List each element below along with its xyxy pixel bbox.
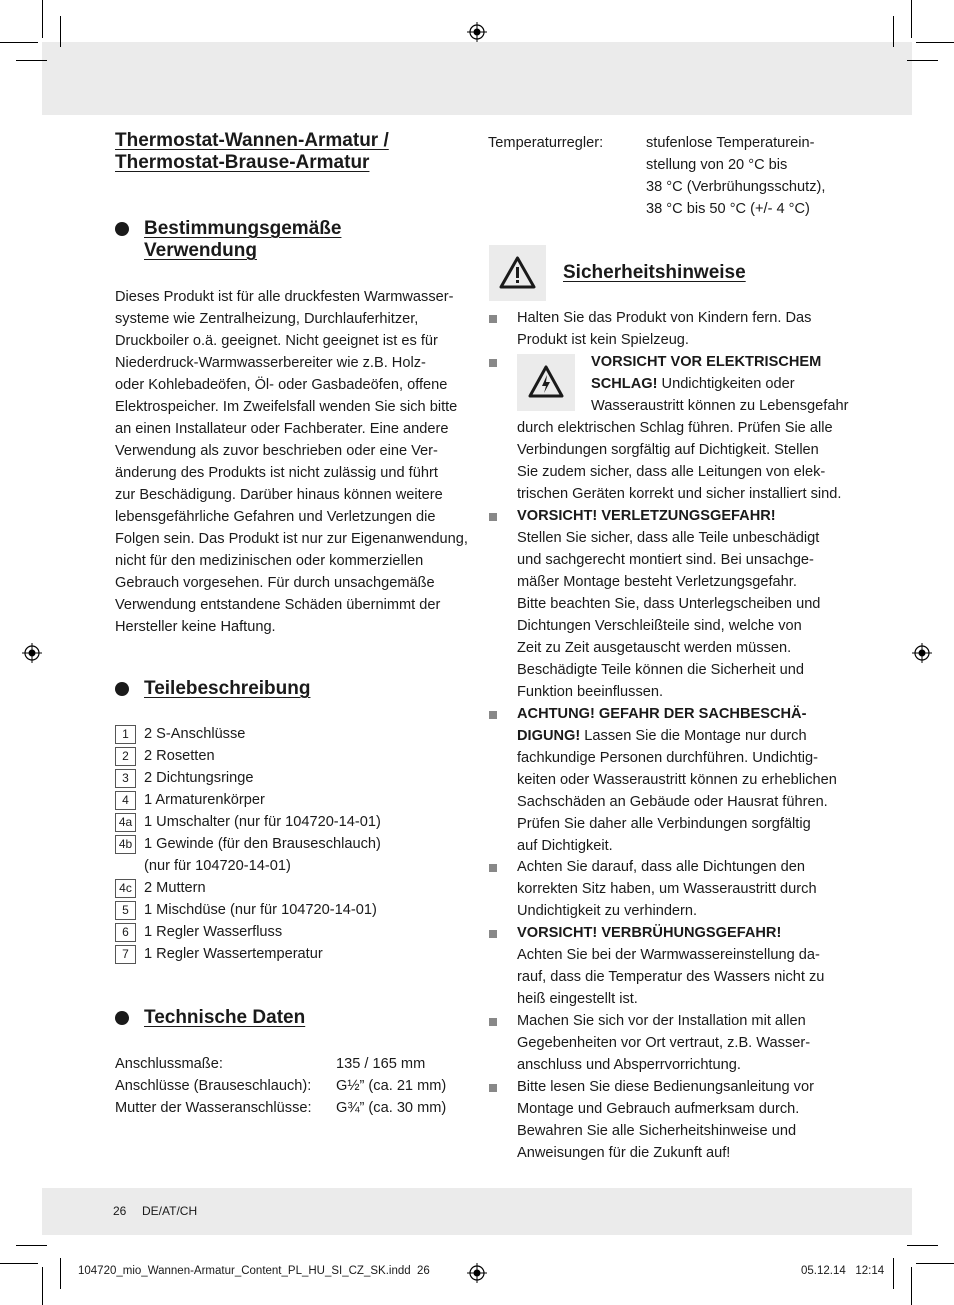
text-line: Zeit zu Zeit ausgetauscht werden müssen.: [517, 640, 792, 656]
tech-value: G¾” (ca. 30 mm): [336, 1100, 447, 1116]
warning-title: DIGUNG!: [517, 728, 581, 744]
part-number-box: 2: [115, 747, 136, 766]
crop-mark: [42, 0, 43, 38]
text-line: Dieses Produkt ist für alle druckfesten Warmwasser-: [115, 289, 454, 305]
bullet-square-icon: [489, 711, 497, 719]
text-line: Produkt ist kein Spielzeug.: [517, 332, 689, 348]
text-line: mäßer Montage besteht Verletzungsgefahr.: [517, 574, 797, 590]
crop-mark: [907, 60, 938, 61]
text-line: stellung von 20 °C bis: [646, 157, 788, 173]
parts-list-item: [115, 811, 381, 833]
text-line: Hersteller keine Haftung.: [115, 619, 276, 635]
crop-mark: [907, 1245, 938, 1246]
crop-mark: [893, 16, 894, 47]
text-line: lebensgefährliche Gefahren und Verletzungen die: [115, 509, 436, 525]
safety-item: [517, 856, 847, 922]
safety-item-electric-body: [517, 417, 847, 505]
parts-heading: [115, 678, 310, 700]
tech-label: Mutter der Wasseranschlüsse:: [115, 1100, 312, 1116]
text-line: fachkundige Personen durchführen. Undichtig-: [517, 750, 818, 766]
parts-list-item: [115, 833, 381, 877]
print-date: 05.12.14: [801, 1265, 846, 1277]
title-line-1: Thermostat-Wannen-Armatur /: [115, 130, 389, 151]
text-line: Wasseraustritt können zu Lebensgefahr: [591, 398, 849, 414]
text-line: trischen Geräten korrekt und sicher installiert sind.: [517, 486, 842, 502]
text-line: systeme wie Zentralheizung, Durchlauferhitzer,: [115, 311, 419, 327]
text-line: auf Dichtigkeit.: [517, 838, 613, 854]
part-text: 1 Regler Wasserfluss: [144, 924, 283, 940]
part-number-box: 7: [115, 945, 136, 964]
safety-item: [517, 1010, 847, 1076]
text-line: Niederdruck-Warmwasserbereiter wie z.B. Holz-: [115, 355, 426, 371]
intended-use-heading-line-1: Bestimmungsgemäße: [144, 218, 342, 239]
text-line: Achten Sie darauf, dass alle Dichtungen den: [517, 859, 806, 875]
text-line: Bitte beachten Sie, dass Unterlegscheiben und: [517, 596, 821, 612]
text-line: zur Beschädigung. Darüber hinaus können weitere: [115, 487, 443, 503]
part-number-box: 1: [115, 725, 136, 744]
tech-label: Anschlussmaße:: [115, 1056, 223, 1072]
bullet-square-icon: [489, 1018, 497, 1026]
intended-use-text: [115, 286, 475, 638]
crop-mark: [916, 42, 954, 43]
text-line: Gebrauch vorgesehen. Für durch unsachgemäße: [115, 575, 435, 591]
electric-warning-icon-box: [517, 354, 575, 411]
file-page: 26: [417, 1265, 430, 1277]
text-line: Dichtungen Verschleißteile sind, welche von: [517, 618, 802, 634]
text-line: rauf, dass die Temperatur des Wassers nicht zu: [517, 969, 825, 985]
safety-item: [517, 922, 847, 1010]
text-line: 38 °C (Verbrühungsschutz),: [646, 179, 826, 195]
text-span: Undichtigkeiten oder: [657, 376, 795, 392]
text-line: Bewahren Sie alle Sicherheitshinweise und: [517, 1123, 797, 1139]
part-text: 2 Rosetten: [144, 748, 215, 764]
warning-title: SCHLAG!: [591, 376, 658, 392]
title-line-2: Thermostat-Brause-Armatur: [115, 152, 370, 173]
text-line: heiß eingestellt ist.: [517, 991, 638, 1007]
crop-mark: [0, 1263, 38, 1264]
document-title: [115, 130, 475, 174]
part-number-box: 5: [115, 901, 136, 920]
text-line: Elektrospeicher. Im Zweifelsfall wenden Sie sich bitte: [115, 399, 458, 415]
text-line: Montage und Gebrauch aufmerksam durch.: [517, 1101, 800, 1117]
part-text: 1 Armaturenkörper: [144, 792, 265, 808]
part-number-box: 4b: [115, 835, 136, 854]
text-line: Anweisungen für die Zukunft auf!: [517, 1145, 731, 1161]
crop-mark: [916, 1263, 954, 1264]
registration-mark-icon: [467, 1263, 487, 1283]
safety-item-electric-header: [591, 351, 851, 417]
text-line: 38 °C bis 50 °C (+/- 4 °C): [646, 201, 810, 217]
crop-mark: [42, 1267, 43, 1305]
crop-mark: [911, 0, 912, 38]
temp-regulator-label: Temperaturregler:: [488, 135, 604, 151]
warning-title: ACHTUNG! GEFAHR DER SACHBESCHÄ-: [517, 706, 807, 722]
part-number-box: 4c: [115, 879, 136, 898]
text-line: Verwendung entstandene Schäden übernimmt der: [115, 597, 441, 613]
part-text: 2 Dichtungsringe: [144, 770, 254, 786]
text-line: Funktion beeinflussen.: [517, 684, 664, 700]
tech-heading: [115, 1007, 305, 1029]
part-text: 1 Regler Wassertemperatur: [144, 946, 323, 962]
parts-list-item: [115, 745, 215, 767]
print-timestamp: [801, 1265, 884, 1277]
part-number-box: 6: [115, 923, 136, 942]
bullet-square-icon: [489, 1084, 497, 1092]
bullet-icon: [115, 1011, 129, 1025]
text-line: keiten oder Wasseraustritt können zu erheblichen: [517, 772, 837, 788]
intended-use-heading-line-2: Verwendung: [144, 240, 257, 261]
safety-item: [517, 505, 847, 703]
text-line: Beschädigte Teile können die Sicherheit und: [517, 662, 804, 678]
text-line: Stellen Sie sicher, dass alle Teile unbeschädigt: [517, 530, 820, 546]
parts-list-item: [115, 767, 254, 789]
registration-mark-icon: [22, 643, 42, 663]
tech-label: Anschlüsse (Brauseschlauch):: [115, 1078, 312, 1094]
bullet-square-icon: [489, 864, 497, 872]
crop-mark: [911, 1267, 912, 1305]
crop-mark: [893, 1258, 894, 1289]
parts-list-item: [115, 877, 206, 899]
text-line: oder Kohlebadeöfen, Öl- oder Gasbadeöfen, offene: [115, 377, 448, 393]
page-number: 26: [113, 1204, 127, 1218]
part-number-box: 4a: [115, 813, 136, 832]
bullet-square-icon: [489, 513, 497, 521]
text-line: Undichtigkeit zu verhindern.: [517, 903, 698, 919]
text-line: Prüfen Sie daher alle Verbindungen sorgfältig: [517, 816, 811, 832]
parts-heading-text: Teilebeschreibung: [144, 678, 311, 699]
safety-item: [517, 703, 847, 857]
text-line: stufenlose Temperaturein-: [646, 135, 815, 151]
tech-data-table: [115, 1053, 475, 1123]
intended-use-heading: [115, 218, 341, 262]
tech-value: G½” (ca. 21 mm): [336, 1078, 447, 1094]
bullet-square-icon: [489, 359, 497, 367]
tech-value: 135 / 165 mm: [336, 1056, 426, 1072]
warning-triangle-icon: [489, 245, 546, 301]
bullet-icon: [115, 682, 129, 696]
registration-mark-icon: [912, 643, 932, 663]
text-line: Gegebenheiten vor Ort vertraut, z.B. Wasser-: [517, 1035, 811, 1051]
text-span: Lassen Sie die Montage nur durch: [580, 728, 807, 744]
text-line: durch elektrischen Schlag führen. Prüfen Sie alle: [517, 420, 833, 436]
part-text: 1 Gewinde (für den Brauseschlauch): [144, 836, 381, 852]
crop-mark: [0, 42, 38, 43]
text-line: anschluss und Absperrvorrichtung.: [517, 1057, 741, 1073]
tech-heading-text: Technische Daten: [144, 1007, 306, 1028]
warning-title: VORSICHT VOR ELEKTRISCHEM: [591, 354, 822, 370]
language-code: DE/AT/CH: [142, 1204, 198, 1218]
warning-icon-box: [489, 245, 546, 301]
part-number-box: 3: [115, 769, 136, 788]
text-line: Verbindungen sorgfältig auf Dichtigkeit. Stellen: [517, 442, 819, 458]
header-band: [42, 42, 912, 115]
part-text: 2 Muttern: [144, 880, 206, 896]
parts-list-item: [115, 921, 282, 943]
warning-title: VORSICHT! VERLETZUNGSGEFAHR!: [517, 508, 776, 524]
bullet-square-icon: [489, 930, 497, 938]
text-line: und sachgerecht montiert sind. Bei unsachge-: [517, 552, 814, 568]
file-name: 104720_mio_Wannen-Armatur_Content_PL_HU_SI_CZ_SK.indd: [78, 1265, 411, 1277]
parts-list-item: [115, 723, 245, 745]
text-line: korrekten Sitz haben, um Wasseraustritt durch: [517, 881, 817, 897]
crop-mark: [60, 16, 61, 47]
safety-item: [517, 307, 847, 351]
electric-shock-icon: [517, 354, 575, 411]
bullet-square-icon: [489, 315, 497, 323]
crop-mark: [16, 1245, 47, 1246]
crop-mark: [60, 1258, 61, 1289]
text-line: Sachschäden an Gebäude oder Hausrat führen.: [517, 794, 828, 810]
parts-list-item: [115, 943, 323, 965]
text-line: Machen Sie sich vor der Installation mit allen: [517, 1013, 806, 1029]
part-text: 2 S-Anschlüsse: [144, 726, 246, 742]
print-slug: [78, 1265, 430, 1277]
bullet-icon: [115, 222, 129, 236]
text-line: Halten Sie das Produkt von Kindern fern. Das: [517, 310, 812, 326]
temp-regulator-value: [646, 132, 856, 220]
text-line: Folgen sein. Das Produkt ist nur zur Eigenanwendung,: [115, 531, 468, 547]
parts-list: [115, 723, 475, 973]
text-line: Achten Sie bei der Warmwassereinstellung da-: [517, 947, 820, 963]
safety-item: [517, 1076, 847, 1164]
part-text: 1 Umschalter (nur für 104720-14-01): [144, 814, 381, 830]
warning-title: VORSICHT! VERBRÜHUNGSGEFAHR!: [517, 925, 782, 941]
part-text: 1 Mischdüse (nur für 104720-14-01): [144, 902, 377, 918]
part-text: (nur für 104720-14-01): [144, 858, 291, 874]
parts-list-item: [115, 899, 377, 921]
print-time: 12:14: [855, 1265, 885, 1277]
safety-heading: Sicherheitshinweise: [563, 262, 746, 283]
text-line: Druckboiler o.ä. geeignet. Nicht geeignet ist es für: [115, 333, 438, 349]
text-line: an einen Installateur oder Fachberater. Eine andere: [115, 421, 449, 437]
part-number-box: 4: [115, 791, 136, 810]
text-line: Sie zudem sicher, dass alle Leitungen von elek-: [517, 464, 826, 480]
text-line: änderung des Produkts ist nicht zulässig und führt: [115, 465, 438, 481]
crop-mark: [16, 60, 47, 61]
registration-mark-icon: [467, 22, 487, 42]
text-line: Bitte lesen Sie diese Bedienungsanleitung vor: [517, 1079, 814, 1095]
parts-list-item: [115, 789, 265, 811]
text-line: Verwendung als zuvor beschrieben oder eine Ver-: [115, 443, 438, 459]
text-line: nicht für den medizinischen oder kommerziellen: [115, 553, 424, 569]
